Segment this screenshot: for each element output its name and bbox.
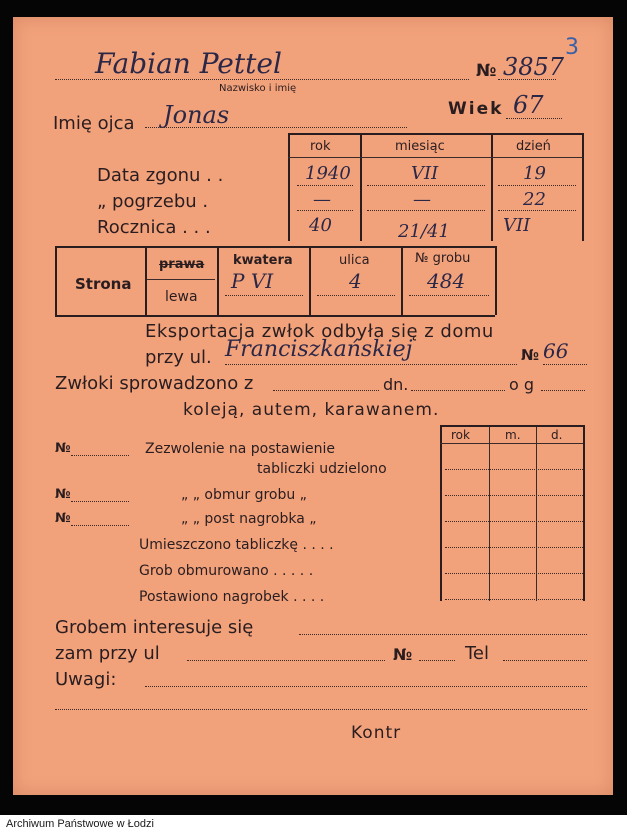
corner-mark: 3: [565, 35, 579, 60]
dates-dots-4: [297, 210, 353, 211]
grave-dots: [409, 295, 489, 296]
death-month: VII: [411, 163, 439, 184]
notes-label: Uwagi:: [55, 669, 117, 690]
permits-right-rule: [583, 425, 585, 601]
transport-date-line: [411, 390, 505, 391]
street-value: 4: [349, 269, 362, 293]
interest-label: Grobem interesuje się: [55, 617, 254, 638]
transport-hour-line: [541, 390, 585, 391]
permits-row-line-2: [445, 495, 583, 496]
permits-row-line-3: [445, 521, 583, 522]
notes-line-2: [55, 709, 587, 710]
permits-col-year: rok: [451, 428, 470, 442]
loc-rule-6: [495, 246, 497, 315]
death-day: 19: [523, 163, 546, 184]
dates-dots-3: [498, 185, 576, 186]
dates-dots-2: [367, 185, 485, 186]
transport-dn: dn.: [383, 375, 409, 394]
transport-means: koleją, autem, karawanem.: [183, 400, 440, 420]
export-no-line: [543, 364, 587, 365]
burial-year: —: [313, 189, 331, 210]
father-line: [145, 127, 407, 128]
side-label: Strona: [75, 275, 132, 293]
grave-value: 484: [427, 269, 466, 293]
street-header: ulica: [339, 253, 370, 268]
burial-month: —: [413, 189, 431, 210]
dates-divider-2: [491, 133, 493, 241]
age-line: [506, 118, 562, 119]
permits-col-day: d.: [551, 428, 563, 442]
father-label: Imię ojca: [53, 113, 135, 134]
permits-left-rule: [440, 425, 442, 601]
export-prefix: przy ul.: [145, 347, 212, 368]
permit-row-5: Umieszczono tabliczkę . . . .: [139, 537, 334, 553]
notes-line-1: [145, 686, 587, 687]
dates-dots-1: [297, 185, 353, 186]
export-no-prefix: №: [521, 346, 540, 364]
permit-no-4: №: [55, 511, 71, 526]
permit-no-line-4: [71, 525, 129, 526]
control-label: Kontr: [351, 723, 402, 743]
dates-header-rule: [288, 157, 583, 158]
registry-card: [13, 17, 613, 795]
export-line1: Eksportacja zwłok odbyła się z domu: [145, 321, 494, 342]
age-value: 67: [513, 91, 544, 119]
tel-label: Tel: [465, 643, 490, 664]
permits-row-line-6: [445, 599, 583, 600]
father-value: Jonas: [163, 101, 230, 129]
dates-dots-5: [367, 210, 485, 211]
permits-divider-2: [536, 425, 537, 601]
transport-og: o g: [509, 375, 535, 394]
transport-from-line: [273, 390, 379, 391]
death-year: 1940: [305, 163, 351, 184]
permits-header-rule: [440, 443, 583, 444]
anniversary-day: VII: [503, 215, 531, 236]
permit-row-7: Postawiono nagrobek . . . .: [139, 589, 325, 605]
anniversary-year: 40: [309, 215, 332, 236]
side-left: lewa: [165, 289, 198, 305]
permits-top-rule: [440, 425, 583, 427]
dates-col-day: dzień: [516, 139, 551, 154]
dates-right-rule: [582, 133, 584, 241]
interest-line: [299, 634, 587, 635]
permit-no-line-3: [71, 501, 129, 502]
archive-credit: Archiwum Państwowe w Łodzi: [6, 818, 154, 830]
export-street: Franciszkańskiej: [225, 337, 413, 362]
number-value: 3857: [503, 53, 565, 81]
loc-bottom-rule: [55, 315, 495, 317]
loc-rule-3: [217, 246, 219, 315]
permits-row-line-1: [445, 469, 583, 470]
address-line: [187, 660, 385, 661]
permit-row-1: Zezwolenie na postawienie: [145, 441, 335, 457]
loc-rule-4: [309, 246, 311, 315]
export-no-value: 66: [543, 339, 569, 363]
burial-date-label: „ pogrzebu .: [97, 191, 209, 212]
quarter-header: kwatera: [233, 253, 293, 268]
permits-divider-1: [489, 425, 490, 601]
permit-row-6: Grob obmurowano . . . . .: [139, 563, 314, 579]
transport-prefix: Zwłoki sprowadzono z: [55, 373, 254, 394]
name-line: [55, 79, 469, 80]
dates-left-rule: [288, 133, 290, 241]
street-dots: [317, 295, 395, 296]
address-no: №: [393, 645, 413, 664]
address-label: zam przy ul: [55, 643, 160, 664]
tel-line: [503, 660, 587, 661]
address-no-line: [419, 660, 455, 661]
number-prefix: №: [476, 61, 497, 81]
anniversary-label: Rocznica . . .: [97, 217, 211, 238]
permit-no-line-1: [71, 455, 129, 456]
export-street-line: [225, 364, 517, 365]
death-date-label: Data zgonu . .: [97, 165, 224, 186]
side-right: prawa: [159, 257, 205, 272]
loc-top-rule: [55, 246, 495, 248]
permit-row-4: „ „ post nagrobka „: [181, 511, 317, 527]
name-caption: Nazwisko i imię: [219, 83, 297, 94]
loc-rule-2: [145, 246, 147, 315]
dates-top-rule: [288, 133, 583, 135]
permit-no-3: №: [55, 487, 71, 502]
dates-col-year: rok: [310, 139, 331, 154]
loc-rule-5: [401, 246, 403, 315]
dates-divider-1: [360, 133, 362, 241]
grave-header: № grobu: [415, 251, 471, 266]
number-line: [498, 79, 556, 80]
permit-row-3: „ „ obmur grobu „: [181, 487, 307, 503]
burial-day: 22: [523, 189, 546, 210]
age-label: Wiek: [448, 99, 504, 119]
dates-col-month: miesiąc: [395, 139, 445, 154]
permit-no-1: №: [55, 441, 71, 456]
permits-row-line-4: [445, 547, 583, 548]
dates-dots-6: [498, 210, 576, 211]
loc-side-divider: [147, 279, 215, 280]
permits-row-line-5: [445, 573, 583, 574]
quarter-value: P VI: [231, 269, 274, 293]
loc-rule-1: [55, 246, 57, 315]
anniversary-month: 21/41: [398, 221, 450, 242]
permits-col-month: m.: [505, 428, 521, 442]
permit-row-2: tabliczki udzielono: [257, 461, 387, 477]
name-handwritten: Fabian Pettel: [95, 47, 282, 80]
quarter-dots: [225, 295, 303, 296]
